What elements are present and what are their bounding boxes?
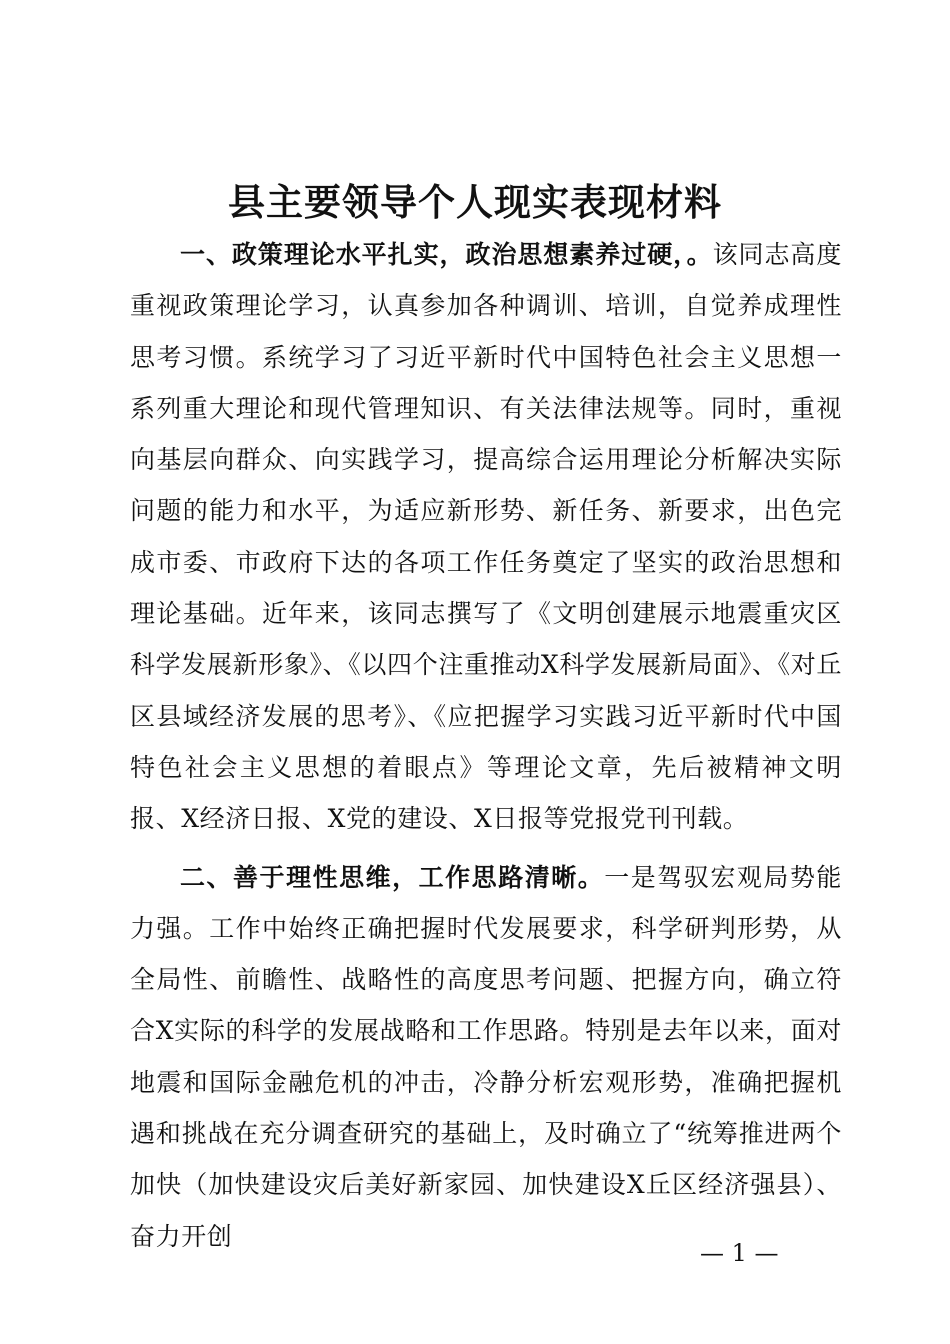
section-text-2: 一是驾驭宏观局势能力强。工作中始终正确把握时代发展要求，科学研判形势，从全局性、前瞻性、战略性的高度思考问题、把握方向，确立符合X实际的科学的发展战略和工作思路。特别是去年以来，面对地震和国际金融危机的冲击，冷静分析宏观形势，准确把握机遇和挑战在充分调查研究的基础上，及时确立了“统筹推进两个加快（加快建设灾后美好新家园、加快建设X丘区经济强县）、奋力开创 (130, 862, 842, 1251)
document-body (130, 229, 842, 1262)
document-title: 县主要领导个人现实表现材料 (228, 180, 722, 224)
section-text-1: 该同志高度重视政策理论学习，认真参加各种调训、培训，自觉养成理性思考习惯。系统学习了习近平新时代中国特色社会主义思想一系列重大理论和现代管理知识、有关法律法规等。同时，重视向基层向群众、向实践学习，提高综合运用理论分析解决实际问题的能力和水平，为适应新形势、新任务、新要求，出色完成市委、市政府下达的各项工作任务奠定了坚实的政治思想和理论基础。近年来，该同志撰写了《文明创建展示地震重灾区科学发展新形象》、《以四个注重推动X科学发展新局面》、《对丘区县域经济发展的思考》、《应把握学习实践习近平新时代中国特色社会主义思想的着眼点》等理论文章，先后被精神文明报、X经济日报、X党的建设、X日报等党报党刊刊载。 (130, 240, 842, 834)
section-heading-1: 一、政策理论水平扎实，政治思想素养过硬，。 (180, 240, 713, 269)
page-number: — 1 — (700, 1239, 779, 1267)
section-paragraph-1 (130, 229, 842, 845)
section-paragraph-2 (130, 852, 842, 1262)
section-heading-2: 二、善于理性思维，工作思路清晰。 (180, 862, 605, 892)
